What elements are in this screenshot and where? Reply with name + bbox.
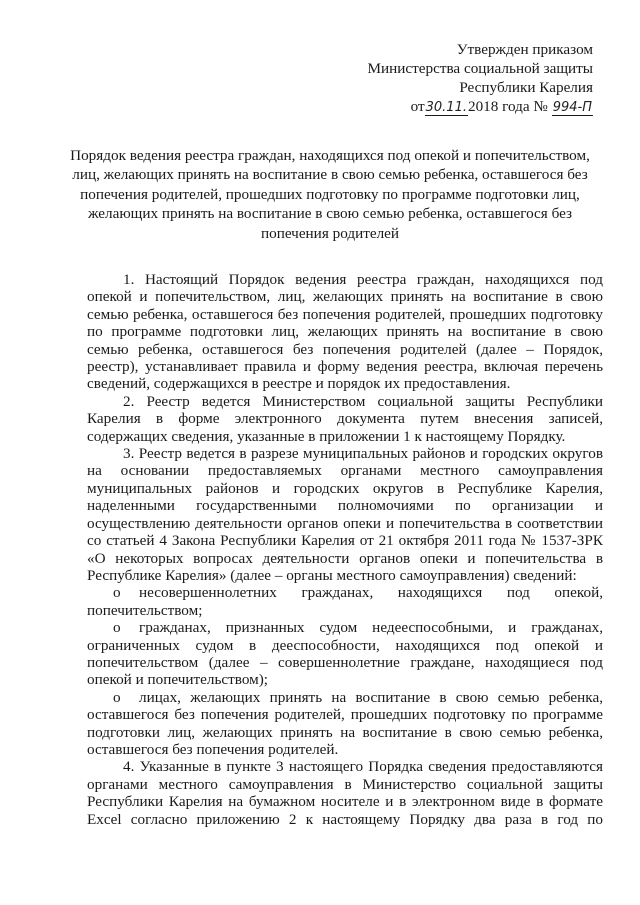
approval-date-line (367, 97, 593, 116)
document-body (87, 271, 603, 828)
bullet-item-3 (87, 689, 603, 759)
paragraph-2: 2. Реестр ведется Министерством социальной защиты Республики Карелия в форме электронного документа путем внесения записей, содержащих сведения, указанные в приложении 1 к настоящему Порядку. (87, 392, 603, 445)
bullet-text-1: несовершеннолетних гражданах, находящихся под опекой, попечительством; (87, 584, 603, 619)
bullet-marker: o (113, 619, 121, 637)
approval-line-1: Утвержден приказом (456, 41, 593, 58)
paragraph-3: 3. Реестр ведется в разрезе муниципальных районов и городских округов на основании предоставляемых органами местного самоуправления муниципальных районов и городских округов в Республике Карелия, наделенными государственными полномочиями по организации и осуществлению деятельности органов опеки и попечительства в соответствии со статьей 4 Закона Республики Карелия от 21 октября 2011 года № 1537-ЗРК «О некоторых вопросах деятельности органов опеки и попечительства в Республике Карелия» (далее – органы местного самоуправления) сведений: (87, 445, 603, 584)
approval-stamp-block (367, 40, 593, 116)
bullet-text-3: лицах, желающих принять на воспитание в свою семью ребенка, оставшегося без попечения родителей, прошедших подготовку по программе подготовки лиц, желающих принять на воспитание в свою семью ребенка, оставшегося без попечения родителей. (87, 688, 603, 758)
approval-line-2: Министерства социальной защиты (367, 60, 593, 77)
bullet-marker: o (113, 688, 121, 706)
handwritten-date: 30.11. (425, 100, 467, 115)
handwritten-order-number: 994-П (552, 100, 592, 115)
paragraph-1: 1. Настоящий Порядок ведения реестра граждан, находящихся под опекой и попечительством, лиц, желающих принять на воспитание в свою семью ребенка, оставшегося без попечения родителей, прошедших подготовку по программе подготовки лиц, желающих принять на воспитание в свою семью ребенка, оставшегося без попечения родителей (далее – Порядок, реестр), устанавливает правила и форму ведения реестра, включая перечень сведений, содержащихся в реестре и порядок их предоставления. (87, 271, 603, 393)
bullet-item-1 (87, 584, 603, 619)
bullet-text-2: гражданах, признанных судом недееспособными, и гражданах, ограниченных судом в дееспособности, находящихся под опекой и попечительством (далее – совершеннолетние граждане, находящиеся под опекой и попечительством); (87, 619, 603, 689)
document-title: Порядок ведения реестра граждан, находящихся под опекой и попечительством, лиц, желающих принять на воспитание в свою семью ребенка, оставшегося без попечения родителей, прошедших подготовку по программе подготовки лиц, желающих принять на воспитание в свою семью ребенка, оставшегося без попечения родителей (70, 147, 590, 242)
bullet-marker: o (113, 584, 121, 602)
approval-line-3: Республики Карелия (459, 79, 593, 96)
paragraph-4: 4. Указанные в пункте 3 настоящего Порядка сведения предоставляются органами местного самоуправления в Министерство социальной защиты Республики Карелия на бумажном носителе и в электронном виде в формате Excel согласно приложению 2 к настоящему Порядку два раза в год по (87, 758, 603, 828)
date-prefix: от (410, 98, 425, 115)
date-suffix: 2018 года № (467, 98, 548, 115)
bullet-item-2 (87, 619, 603, 689)
